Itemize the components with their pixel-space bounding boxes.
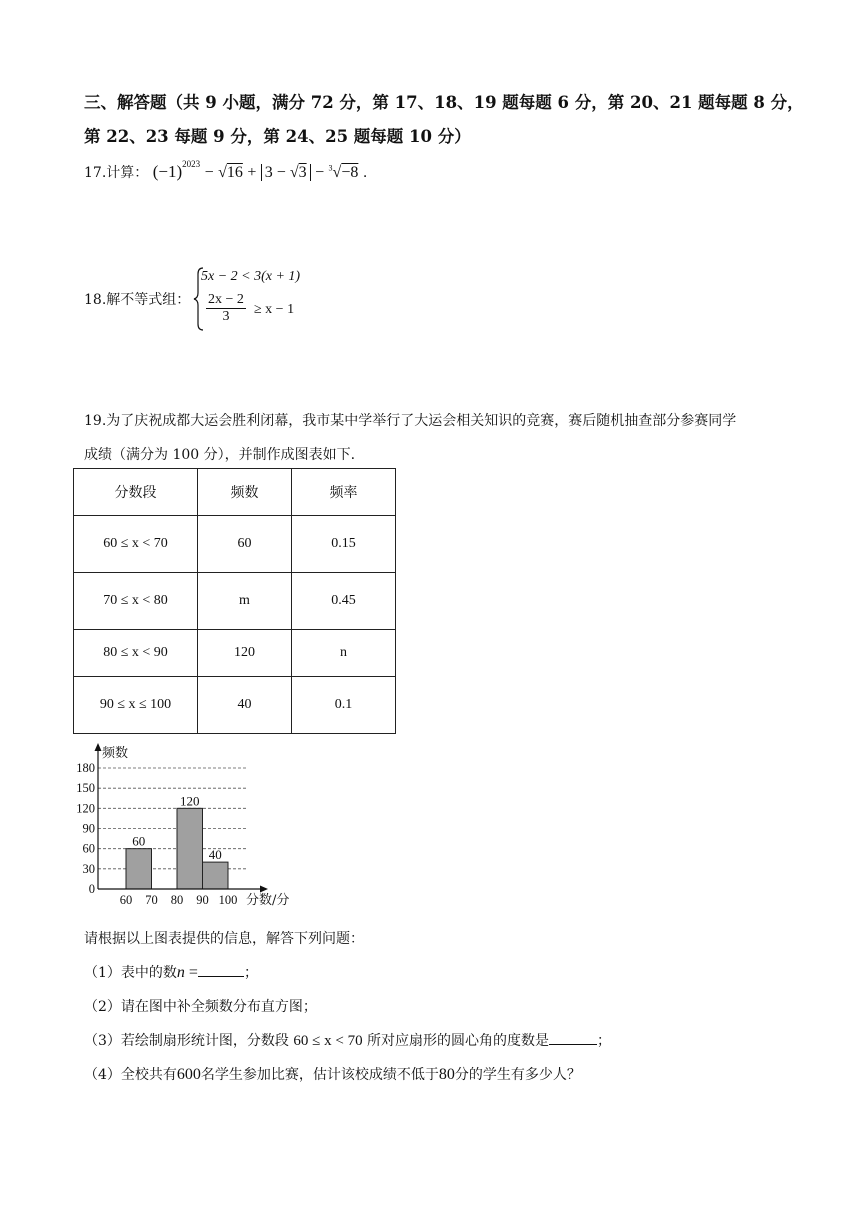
q17-cube-root-radicand: −8 (341, 164, 359, 181)
frequency-table (73, 468, 396, 734)
q18-line-2-tail: ≥ x − 1 (254, 302, 295, 317)
table-cell: 60 ≤ x < 70 (74, 516, 198, 573)
table-header-row (74, 469, 396, 516)
q18-frac-den: 3 (222, 309, 230, 324)
q18-label: 18.解不等式组： (84, 292, 191, 308)
x-tick-label: 80 (170, 893, 184, 907)
y-tick-label: 90 (82, 821, 95, 836)
table-cell: 120 (198, 630, 292, 677)
q18-frac-num: 2x − 2 (208, 292, 244, 307)
table-cell: 80 ≤ x < 90 (74, 630, 198, 677)
answer-blank[interactable] (549, 1030, 597, 1045)
q18-line-1: 5x − 2 < 3(x + 1) (201, 269, 301, 284)
q17-absolute-value: 3 − √3 (261, 164, 311, 181)
y-axis-label: 频数 (102, 746, 129, 761)
y-tick-label: 150 (76, 781, 95, 796)
histogram-bar (203, 862, 229, 889)
q17-sqrt-16: √16 (218, 164, 243, 181)
q17-exponent: 2023 (182, 159, 201, 170)
q19-sub-1: （1）表中的数n = ； (84, 964, 258, 981)
histogram-bar (177, 808, 203, 889)
y-tick-label: 180 (76, 761, 95, 775)
table-header: 频率 (292, 469, 396, 516)
q17-label: 17.计算： (84, 165, 149, 181)
q17-minus-2: − (315, 164, 325, 181)
q17-cube-root: $^3$√−8 (328, 163, 359, 181)
bar-data-label: 60 (132, 833, 146, 849)
q18-fraction (206, 292, 246, 325)
table-cell: n (292, 630, 396, 677)
table-row (74, 677, 396, 734)
q17-end: . (362, 165, 368, 181)
table-header: 频数 (198, 469, 292, 516)
y-tick-label: 30 (82, 861, 95, 876)
q19-sub-4: （4）全校共有600名学生参加比赛，估计该校成绩不低于80分的学生有多少人？ (84, 1066, 581, 1083)
x-tick-label: 90 (196, 893, 209, 907)
y-axis-arrow (95, 743, 102, 751)
table-cell: 90 ≤ x ≤ 100 (74, 677, 198, 734)
bar-data-label: 120 (180, 793, 200, 809)
table-cell: 40 (198, 677, 292, 734)
y-tick-label: 120 (76, 801, 95, 816)
table-cell: 60 (198, 516, 292, 573)
x-tick-label: 70 (145, 893, 158, 907)
x-axis-label: 分数/分 (246, 893, 290, 908)
q17-minus-1: − (204, 164, 214, 181)
q17-abs-sqrt-3: 3 (298, 164, 307, 181)
x-axis-arrow (260, 886, 268, 893)
q19-after-text: 请根据以上图表提供的信息，解答下列问题： (84, 931, 364, 947)
table-header: 分数段 (74, 469, 198, 516)
table-row (74, 516, 396, 573)
table-row (74, 630, 396, 677)
q19-sub-2: （2）请在图中补全频数分布直方图； (84, 999, 317, 1015)
table-cell: 0.45 (292, 573, 396, 630)
q17-sqrt-16-radicand: 16 (226, 164, 243, 181)
q19-intro-2: 成绩（满分为 100 分），并制作成图表如下. (84, 447, 356, 463)
table-cell: 0.15 (292, 516, 396, 573)
frequency-histogram (70, 740, 310, 908)
table-cell: m (198, 573, 292, 630)
q17-plus: + (247, 164, 257, 181)
q19-intro: 19.为了庆祝成都大运会胜利闭幕，我市某中学举行了大运会相关知识的竞赛，赛后随机抽查部分参赛同学 (84, 413, 737, 429)
answer-blank[interactable] (198, 962, 244, 977)
table-row (74, 573, 396, 630)
q17-abs-a: 3 − (264, 164, 286, 181)
q19-sub-3: （3）若绘制扇形统计图，分数段 60 ≤ x < 70 所对应扇形的圆心角的度数是 ； (84, 1030, 611, 1050)
table-cell: 0.1 (292, 677, 396, 734)
x-tick-label: 60 (119, 893, 133, 907)
table-cell: 70 ≤ x < 80 (74, 573, 198, 630)
q17-base: (−1) (152, 162, 183, 181)
x-tick-label: 100 (218, 893, 238, 907)
section-heading: 三、解答题（共 9 小题，满分 72 分，第 17、18、19 题每题 6 分，第 20、21 题每题 8 分，第 22、23 每题 9 分，第 24、25 题每题 10 分） (84, 93, 804, 146)
bar-data-label: 40 (208, 847, 222, 863)
y-tick-label: 0 (88, 882, 95, 896)
histogram-bar (126, 849, 152, 889)
question-17 (84, 159, 368, 182)
y-tick-label: 60 (82, 841, 95, 856)
q17-cube-root-index: 3 (328, 163, 333, 173)
